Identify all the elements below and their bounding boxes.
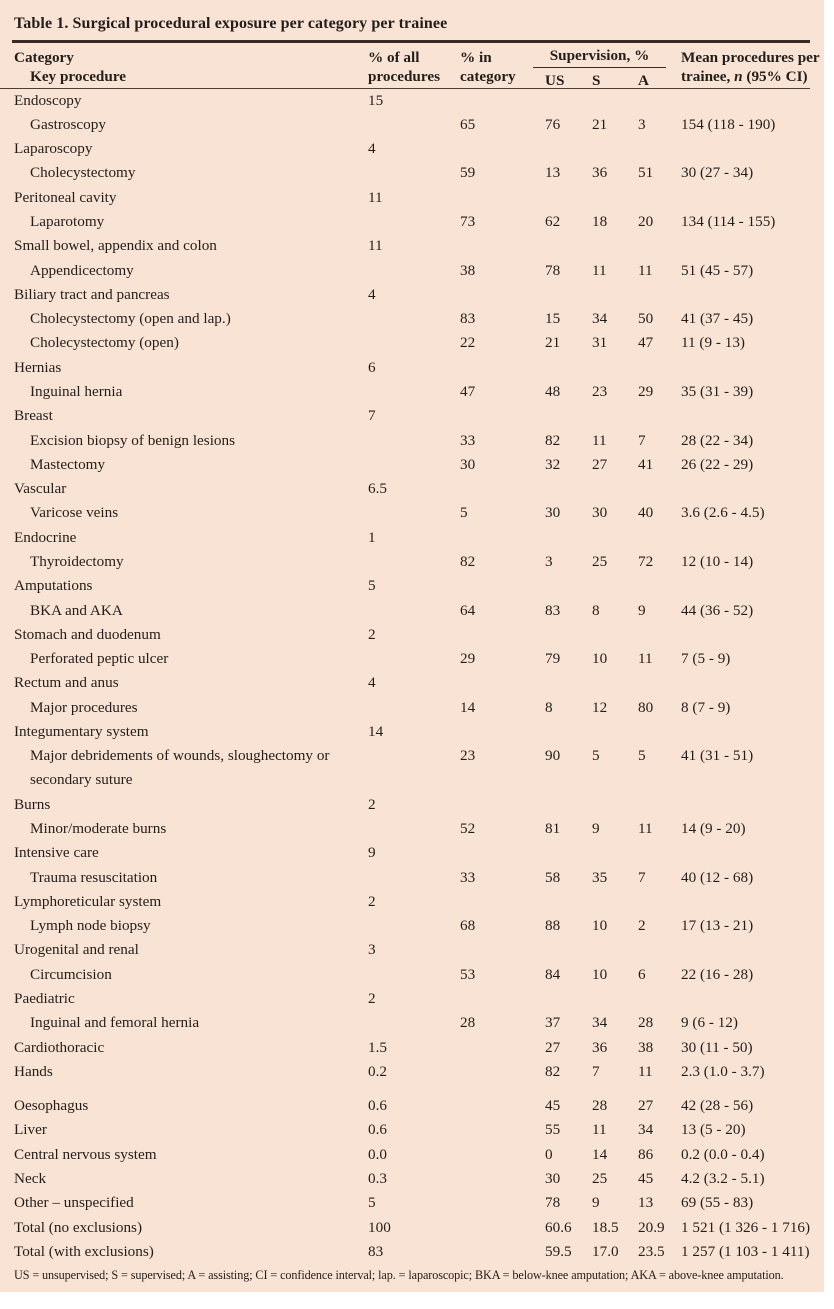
cell-us: 15 bbox=[545, 310, 561, 328]
header-mean-n: n bbox=[734, 67, 743, 85]
cell-s: 8 bbox=[592, 601, 600, 619]
header-category-line1: Category bbox=[14, 48, 74, 66]
header-pct-category-line2: category bbox=[460, 67, 516, 85]
cell-label: Excision biopsy of benign lesions bbox=[30, 431, 236, 449]
cell-pct-cat: 73 bbox=[460, 213, 476, 230]
cell-pct-all: 2 bbox=[368, 892, 376, 910]
category-row bbox=[0, 987, 824, 1011]
cell-label: Urogenital and renal bbox=[14, 941, 139, 959]
cell-label: Thyroidectomy bbox=[30, 552, 124, 570]
cell-us: 0 bbox=[545, 1145, 553, 1163]
cell-a: 23.5 bbox=[638, 1242, 665, 1260]
cell-label: Minor/moderate burns bbox=[30, 820, 167, 838]
cell-label: Cholecystectomy (open) bbox=[30, 334, 179, 352]
cell-mean: 12 (10 - 14) bbox=[681, 552, 754, 570]
cell-mean: 26 (22 - 29) bbox=[681, 455, 754, 473]
cell-a: 38 bbox=[638, 1038, 654, 1056]
cell-pct-all: 5 bbox=[368, 1194, 376, 1212]
procedure-row bbox=[0, 1011, 824, 1035]
cell-s: 18 bbox=[592, 213, 608, 230]
cell-pct-all: 9 bbox=[368, 844, 376, 862]
cell-label: Biliary tract and pancreas bbox=[14, 285, 170, 303]
cell-pct-cat: 5 bbox=[460, 504, 468, 522]
category-row bbox=[0, 234, 824, 258]
cell-a: 11 bbox=[638, 820, 653, 838]
cell-pct-cat: 29 bbox=[460, 650, 476, 668]
cell-mean: 44 (36 - 52) bbox=[681, 601, 754, 619]
cell-s: 10 bbox=[592, 965, 608, 983]
cell-us: 45 bbox=[545, 1097, 561, 1115]
cell-mean: 14 (9 - 20) bbox=[681, 820, 746, 838]
cell-a: 47 bbox=[638, 334, 654, 352]
cell-label: Intensive care bbox=[14, 844, 99, 862]
cell-pct-all: 7 bbox=[368, 407, 376, 425]
category-row bbox=[0, 356, 824, 380]
cell-s: 28 bbox=[592, 1097, 608, 1115]
cell-a: 40 bbox=[638, 504, 654, 522]
cell-s: 27 bbox=[592, 455, 608, 473]
category-row bbox=[0, 1167, 824, 1191]
cell-pct-all: 14 bbox=[368, 722, 384, 740]
category-row bbox=[0, 526, 824, 550]
cell-s: 30 bbox=[592, 504, 608, 522]
procedure-row bbox=[0, 380, 824, 404]
cell-s: 31 bbox=[592, 334, 608, 352]
header-pct-all bbox=[368, 43, 460, 90]
header-pct-all-line2: procedures bbox=[368, 67, 440, 85]
cell-pct-cat: 22 bbox=[460, 334, 476, 352]
cell-label: Mastectomy bbox=[30, 455, 106, 473]
cell-a: 72 bbox=[638, 552, 654, 570]
cell-us: 58 bbox=[545, 868, 561, 886]
category-row bbox=[0, 574, 824, 598]
cell-us: 62 bbox=[545, 213, 561, 230]
category-row bbox=[0, 1060, 824, 1084]
cell-pct-cat: 82 bbox=[460, 552, 476, 570]
cell-label: Hands bbox=[14, 1062, 53, 1080]
cell-pct-cat: 52 bbox=[460, 820, 476, 838]
cell-us: 78 bbox=[545, 1194, 561, 1212]
cell-us: 78 bbox=[545, 261, 561, 279]
category-row bbox=[0, 890, 824, 914]
cell-us: 21 bbox=[545, 334, 561, 352]
cell-pct-all: 0.6 bbox=[368, 1121, 387, 1139]
cell-a: 5 bbox=[638, 747, 646, 765]
cell-s: 36 bbox=[592, 164, 608, 182]
cell-us: 37 bbox=[545, 1014, 561, 1032]
cell-us: 32 bbox=[545, 455, 561, 473]
cell-pct-all: 15 bbox=[368, 91, 384, 109]
cell-a: 50 bbox=[638, 310, 654, 328]
cell-mean: 1 257 (1 103 - 1 411) bbox=[681, 1242, 810, 1260]
cell-a: 80 bbox=[638, 698, 654, 716]
cell-label: Gastroscopy bbox=[30, 115, 106, 133]
cell-label: Total (with exclusions) bbox=[14, 1242, 154, 1260]
category-row bbox=[0, 404, 824, 428]
cell-s: 21 bbox=[592, 115, 608, 133]
cell-mean: 42 (28 - 56) bbox=[681, 1097, 754, 1115]
cell-pct-cat: 14 bbox=[460, 698, 476, 716]
cell-mean: 41 (31 - 51) bbox=[681, 747, 754, 765]
cell-mean: 3.6 (2.6 - 4.5) bbox=[681, 504, 765, 522]
cell-label: Endocrine bbox=[14, 528, 77, 546]
cell-pct-all: 6.5 bbox=[368, 480, 387, 498]
header-supervision-columns bbox=[545, 71, 681, 90]
cell-us: 81 bbox=[545, 820, 561, 838]
cell-mean: 22 (16 - 28) bbox=[681, 965, 754, 983]
cell-us: 90 bbox=[545, 747, 561, 765]
cell-pct-all: 1 bbox=[368, 528, 376, 546]
procedure-row bbox=[0, 113, 824, 137]
category-row bbox=[0, 938, 824, 962]
header-mean-line2-post: (95% CI) bbox=[742, 67, 808, 85]
cell-a: 9 bbox=[638, 601, 646, 619]
category-row bbox=[0, 1094, 824, 1118]
cell-s: 25 bbox=[592, 1169, 608, 1187]
cell-s: 9 bbox=[592, 1194, 600, 1212]
total-row bbox=[0, 1216, 824, 1240]
cell-s: 12 bbox=[592, 698, 608, 716]
cell-pct-cat: 38 bbox=[460, 261, 476, 279]
cell-pct-all: 2 bbox=[368, 625, 376, 643]
cell-a: 20.9 bbox=[638, 1218, 665, 1236]
cell-pct-all: 0.2 bbox=[368, 1062, 387, 1080]
header-us: US bbox=[545, 71, 565, 89]
header-mean-line1: Mean procedures per bbox=[681, 48, 820, 66]
procedure-row bbox=[0, 696, 824, 720]
total-row bbox=[0, 1240, 824, 1264]
cell-label: Integumentary system bbox=[14, 722, 149, 740]
cell-pct-cat: 83 bbox=[460, 310, 476, 328]
table-title: Table 1. Surgical procedural exposure per category per trainee bbox=[14, 15, 448, 32]
cell-pct-all: 4 bbox=[368, 285, 376, 303]
cell-label: Lymphoreticular system bbox=[14, 892, 162, 910]
category-row bbox=[0, 793, 824, 817]
cell-label: Small bowel, appendix and colon bbox=[14, 237, 217, 255]
cell-a: 11 bbox=[638, 1062, 653, 1080]
cell-label: BKA and AKA bbox=[30, 601, 123, 619]
header-mean-line2 bbox=[681, 67, 820, 86]
cell-pct-cat: 23 bbox=[460, 747, 476, 765]
header-supervision-label: Supervision, % bbox=[533, 46, 666, 68]
cell-us: 3 bbox=[545, 552, 553, 570]
procedure-row bbox=[0, 161, 824, 185]
cell-pct-cat: 30 bbox=[460, 455, 476, 473]
cell-us: 59.5 bbox=[545, 1242, 572, 1260]
cell-s: 14 bbox=[592, 1145, 608, 1163]
cell-mean: 0.2 (0.0 - 0.4) bbox=[681, 1145, 765, 1163]
cell-label: Stomach and duodenum bbox=[14, 625, 161, 643]
cell-label: Appendicectomy bbox=[30, 261, 134, 279]
category-row bbox=[0, 477, 824, 501]
table-body bbox=[0, 89, 824, 1265]
cell-s: 11 bbox=[592, 261, 607, 279]
cell-mean: 41 (37 - 45) bbox=[681, 310, 754, 328]
cell-mean: 134 (114 - 155) bbox=[681, 213, 776, 230]
procedure-row bbox=[0, 331, 824, 355]
cell-a: 6 bbox=[638, 965, 646, 983]
cell-label: Circumcision bbox=[30, 965, 112, 983]
header-key-procedure: Key procedure bbox=[30, 67, 127, 85]
cell-label: Laparotomy bbox=[30, 213, 105, 230]
cell-a: 45 bbox=[638, 1169, 654, 1187]
cell-label: Endoscopy bbox=[14, 91, 82, 109]
cell-us: 27 bbox=[545, 1038, 561, 1056]
procedure-row bbox=[0, 453, 824, 477]
cell-label: Breast bbox=[14, 407, 53, 425]
cell-a: 20 bbox=[638, 213, 654, 230]
procedure-row bbox=[0, 307, 824, 331]
cell-pct-all: 4 bbox=[368, 140, 376, 158]
cell-us: 82 bbox=[545, 1062, 561, 1080]
cell-label: Vascular bbox=[14, 480, 67, 498]
procedure-row bbox=[0, 429, 824, 453]
procedure-row bbox=[0, 647, 824, 671]
cell-s: 9 bbox=[592, 820, 600, 838]
cell-s: 34 bbox=[592, 1014, 608, 1032]
cell-mean: 4.2 (3.2 - 5.1) bbox=[681, 1169, 765, 1187]
cell-us: 76 bbox=[545, 115, 561, 133]
cell-us: 55 bbox=[545, 1121, 561, 1139]
category-row bbox=[0, 671, 824, 695]
cell-label: Total (no exclusions) bbox=[14, 1218, 143, 1236]
cell-label: Inguinal and femoral hernia bbox=[30, 1014, 200, 1032]
cell-us: 8 bbox=[545, 698, 553, 716]
cell-mean: 17 (13 - 21) bbox=[681, 917, 754, 935]
cell-mean: 40 (12 - 68) bbox=[681, 868, 754, 886]
cell-mean: 30 (11 - 50) bbox=[681, 1038, 753, 1056]
cell-a: 41 bbox=[638, 455, 654, 473]
procedure-row bbox=[0, 501, 824, 525]
cell-s: 18.5 bbox=[592, 1218, 619, 1236]
cell-pct-cat: 53 bbox=[460, 965, 476, 983]
header-mean bbox=[681, 43, 820, 90]
cell-pct-all: 11 bbox=[368, 237, 383, 255]
procedure-row bbox=[0, 210, 824, 234]
cell-mean: 69 (55 - 83) bbox=[681, 1194, 754, 1212]
category-row bbox=[0, 720, 824, 744]
header-pct-all-line1: % of all bbox=[368, 48, 420, 66]
cell-pct-all: 0.0 bbox=[368, 1145, 387, 1163]
cell-us: 84 bbox=[545, 965, 561, 983]
cell-pct-cat: 59 bbox=[460, 164, 476, 182]
header-supervision-group bbox=[545, 43, 681, 90]
cell-label: Cardiothoracic bbox=[14, 1038, 105, 1056]
procedure-row bbox=[0, 550, 824, 574]
cell-label: Amputations bbox=[14, 577, 93, 595]
cell-pct-all: 100 bbox=[368, 1218, 391, 1236]
cell-label: Hernias bbox=[14, 358, 62, 376]
procedure-row bbox=[0, 599, 824, 623]
cell-mean: 2.3 (1.0 - 3.7) bbox=[681, 1062, 765, 1080]
category-row bbox=[0, 89, 824, 113]
procedure-row bbox=[0, 817, 824, 841]
cell-mean: 8 (7 - 9) bbox=[681, 698, 731, 716]
cell-mean: 28 (22 - 34) bbox=[681, 431, 754, 449]
category-row bbox=[0, 1143, 824, 1167]
cell-a: 51 bbox=[638, 164, 654, 182]
cell-a: 13 bbox=[638, 1194, 654, 1212]
table-header-row bbox=[0, 43, 820, 89]
cell-mean: 154 (118 - 190) bbox=[681, 115, 776, 133]
cell-a: 27 bbox=[638, 1097, 654, 1115]
cell-label: Trauma resuscitation bbox=[30, 868, 158, 886]
cell-mean: 11 (9 - 13) bbox=[681, 334, 745, 352]
cell-a: 11 bbox=[638, 261, 653, 279]
category-row bbox=[0, 186, 824, 210]
cell-pct-all: 1.5 bbox=[368, 1038, 387, 1056]
cell-pct-all: 3 bbox=[368, 941, 376, 959]
cell-pct-all: 0.6 bbox=[368, 1097, 387, 1115]
category-row bbox=[0, 1036, 824, 1060]
cell-a: 29 bbox=[638, 382, 654, 400]
header-category bbox=[14, 43, 368, 90]
cell-s: 10 bbox=[592, 650, 608, 668]
cell-us: 83 bbox=[545, 601, 561, 619]
cell-pct-all: 83 bbox=[368, 1242, 384, 1260]
cell-a: 2 bbox=[638, 917, 646, 935]
cell-pct-all: 5 bbox=[368, 577, 376, 595]
cell-us: 60.6 bbox=[545, 1218, 572, 1236]
cell-s: 11 bbox=[592, 431, 607, 449]
cell-us: 30 bbox=[545, 504, 561, 522]
procedure-row bbox=[0, 866, 824, 890]
cell-a: 86 bbox=[638, 1145, 654, 1163]
cell-mean: 9 (6 - 12) bbox=[681, 1014, 738, 1032]
cell-label: Oesophagus bbox=[14, 1097, 89, 1115]
category-row bbox=[0, 1191, 824, 1215]
cell-label: Central nervous system bbox=[14, 1145, 157, 1163]
cell-label: Burns bbox=[14, 795, 51, 813]
cell-a: 7 bbox=[638, 868, 646, 886]
cell-label: Cholecystectomy (open and lap.) bbox=[30, 310, 231, 328]
category-row bbox=[0, 137, 824, 161]
cell-mean: 7 (5 - 9) bbox=[681, 650, 731, 668]
cell-a: 34 bbox=[638, 1121, 654, 1139]
cell-a: 11 bbox=[638, 650, 653, 668]
cell-label: Inguinal hernia bbox=[30, 382, 123, 400]
cell-pct-cat: 47 bbox=[460, 382, 476, 400]
cell-label: Paediatric bbox=[14, 990, 75, 1007]
category-row bbox=[0, 1118, 824, 1142]
cell-pct-all: 2 bbox=[368, 795, 376, 813]
cell-s: 17.0 bbox=[592, 1242, 619, 1260]
cell-us: 79 bbox=[545, 650, 561, 668]
cell-us: 82 bbox=[545, 431, 561, 449]
cell-label: Lymph node biopsy bbox=[30, 917, 151, 935]
cell-mean: 30 (27 - 34) bbox=[681, 164, 754, 182]
cell-pct-all: 0.3 bbox=[368, 1169, 387, 1187]
procedure-row bbox=[0, 963, 824, 987]
cell-pct-all: 11 bbox=[368, 188, 383, 206]
cell-label: Perforated peptic ulcer bbox=[30, 650, 169, 668]
cell-s: 36 bbox=[592, 1038, 608, 1056]
table-footnote: US = unsupervised; S = supervised; A = assisting; CI = confidence interval; lap. = laparoscopic; BKA = below-knee amputation; AKA = above-knee amputation. bbox=[14, 1268, 784, 1283]
header-a: A bbox=[638, 71, 649, 89]
cell-s: 23 bbox=[592, 382, 608, 400]
cell-pct-cat: 33 bbox=[460, 868, 476, 886]
cell-a: 3 bbox=[638, 115, 646, 133]
cell-a: 7 bbox=[638, 431, 646, 449]
cell-label: Peritoneal cavity bbox=[14, 188, 117, 206]
cell-us: 88 bbox=[545, 917, 561, 935]
category-row bbox=[0, 283, 824, 307]
cell-s: 5 bbox=[592, 747, 600, 765]
procedure-row bbox=[0, 914, 824, 938]
procedure-row bbox=[0, 259, 824, 283]
cell-us: 13 bbox=[545, 164, 561, 182]
cell-mean: 51 (45 - 57) bbox=[681, 261, 754, 279]
cell-label: Major debridements of wounds, sloughectomy or secondary suture bbox=[30, 747, 330, 789]
cell-s: 7 bbox=[592, 1062, 600, 1080]
cell-mean: 13 (5 - 20) bbox=[681, 1121, 746, 1139]
cell-label: Liver bbox=[14, 1121, 47, 1139]
cell-label: Varicose veins bbox=[30, 504, 119, 522]
cell-s: 35 bbox=[592, 868, 608, 886]
cell-label: Neck bbox=[14, 1169, 47, 1187]
cell-s: 34 bbox=[592, 310, 608, 328]
cell-pct-all: 2 bbox=[368, 990, 376, 1007]
cell-mean: 35 (31 - 39) bbox=[681, 382, 754, 400]
cell-pct-cat: 33 bbox=[460, 431, 476, 449]
cell-s: 25 bbox=[592, 552, 608, 570]
cell-pct-cat: 68 bbox=[460, 917, 476, 935]
header-pct-category-line1: % in bbox=[460, 48, 492, 66]
category-row bbox=[0, 841, 824, 865]
cell-label: Laparoscopy bbox=[14, 140, 93, 158]
cell-us: 48 bbox=[545, 382, 561, 400]
cell-label: Cholecystectomy bbox=[30, 164, 136, 182]
cell-s: 11 bbox=[592, 1121, 607, 1139]
procedure-row bbox=[0, 744, 824, 793]
cell-label: Rectum and anus bbox=[14, 674, 119, 692]
cell-s: 10 bbox=[592, 917, 608, 935]
cell-pct-all: 4 bbox=[368, 674, 376, 692]
cell-mean: 1 521 (1 326 - 1 716) bbox=[681, 1218, 811, 1236]
category-row bbox=[0, 623, 824, 647]
cell-pct-cat: 64 bbox=[460, 601, 476, 619]
cell-pct-cat: 65 bbox=[460, 115, 476, 133]
cell-label: Major procedures bbox=[30, 698, 138, 716]
header-s: S bbox=[592, 71, 601, 89]
cell-label: Other – unspecified bbox=[14, 1194, 134, 1212]
cell-pct-cat: 28 bbox=[460, 1014, 476, 1032]
cell-us: 30 bbox=[545, 1169, 561, 1187]
cell-a: 28 bbox=[638, 1014, 654, 1032]
header-mean-line2-pre: trainee, bbox=[681, 67, 735, 85]
cell-pct-all: 6 bbox=[368, 358, 376, 376]
